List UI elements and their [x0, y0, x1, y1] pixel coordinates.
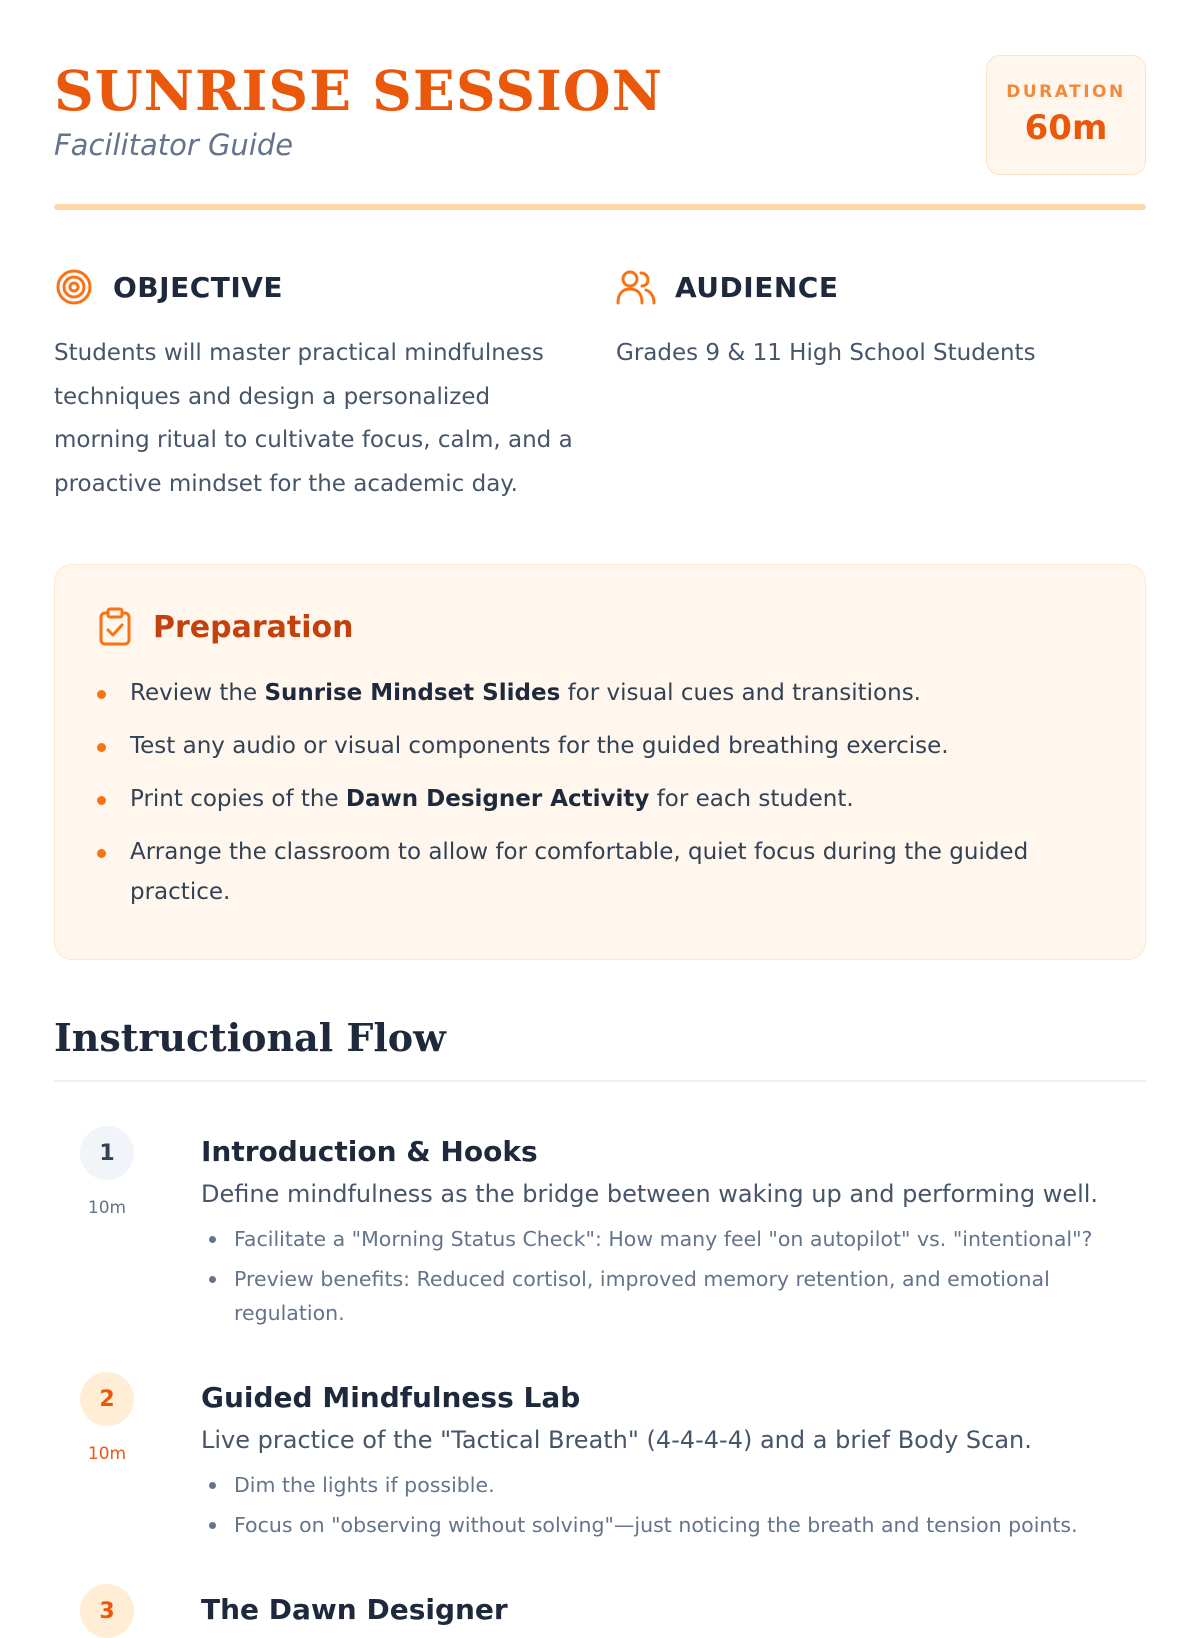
- bullet-icon: [209, 1482, 216, 1489]
- step-title: Guided Mindfulness Lab: [201, 1381, 581, 1414]
- objective-section: [54, 262, 574, 506]
- header-divider: [54, 204, 1146, 210]
- item-text: Print copies of the: [130, 786, 346, 812]
- preparation-list: [97, 673, 1107, 925]
- bullet-icon: [209, 1522, 216, 1529]
- audience-title: AUDIENCE: [675, 270, 839, 304]
- bullet-icon: [97, 796, 106, 805]
- header: [54, 55, 1146, 205]
- step-body: [201, 1584, 1141, 1630]
- item-text: for each student.: [649, 786, 854, 812]
- step-body: [201, 1126, 1141, 1336]
- step-point: [201, 1508, 1141, 1542]
- item-text: Review the: [130, 680, 265, 706]
- objective-title: OBJECTIVE: [113, 270, 284, 304]
- step-number-badge: 2: [80, 1372, 134, 1426]
- duration-badge: [986, 55, 1146, 175]
- step-points: [201, 1222, 1141, 1330]
- step-title: Introduction & Hooks: [201, 1135, 538, 1168]
- bullet-icon: [97, 743, 106, 752]
- preparation-item: [97, 673, 1107, 713]
- step-description: Live practice of the "Tactical Breath" (4-4-4-4) and a brief Body Scan.: [201, 1426, 1032, 1454]
- audience-text: Grades 9 & 11 High School Students: [616, 340, 1036, 366]
- objective-text: Students will master practical mindfulness techniques and design a personalized morning ritual to cultivate focus, calm, and a proactive mindset for the academic day.: [54, 340, 573, 497]
- duration-label: DURATION: [1006, 82, 1126, 102]
- step-time: 10m: [87, 1198, 127, 1218]
- item-text: Test any audio or visual components for the guided breathing exercise.: [130, 733, 949, 759]
- step-point-text: Preview benefits: Reduced cortisol, improved memory retention, and emotional regulation.: [234, 1267, 1050, 1325]
- section-divider: [54, 1080, 1146, 1082]
- item-text: Arrange the classroom to allow for comfortable, quiet focus during the guided practice.: [130, 839, 1029, 905]
- target-icon: [54, 267, 94, 307]
- step-title: The Dawn Designer: [201, 1593, 508, 1626]
- bullet-icon: [97, 849, 106, 858]
- step-time: 10m: [87, 1444, 127, 1464]
- step-point: [201, 1222, 1141, 1256]
- step-description: Define mindfulness as the bridge between waking up and performing well.: [201, 1180, 1099, 1208]
- step-point-text: Dim the lights if possible.: [234, 1473, 495, 1497]
- duration-value: 60m: [1024, 108, 1108, 148]
- bullet-icon: [209, 1236, 216, 1243]
- step-point-text: Facilitate a "Morning Status Check": How many feel "on autopilot" vs. "intentional"?: [234, 1227, 1093, 1251]
- preparation-title: Preparation: [153, 609, 354, 645]
- step-body: [201, 1372, 1141, 1548]
- preparation-header: [97, 607, 353, 647]
- item-text: for visual cues and transitions.: [560, 680, 921, 706]
- audience-header: [616, 262, 1146, 312]
- preparation-card: [54, 564, 1146, 960]
- users-icon: [616, 267, 656, 307]
- step-point-text: Focus on "observing without solving"—just noticing the breath and tension points.: [234, 1513, 1078, 1537]
- step-points: [201, 1468, 1141, 1542]
- step-point: [201, 1468, 1141, 1502]
- bullet-icon: [209, 1276, 216, 1283]
- preparation-item: [97, 779, 1107, 819]
- preparation-item: [97, 726, 1107, 766]
- section-title: Instructional Flow: [54, 1015, 446, 1060]
- objective-header: [54, 262, 574, 312]
- step-point: [201, 1262, 1141, 1330]
- clipboard-check-icon: [97, 607, 133, 647]
- page-title: SUNRISE SESSION: [54, 58, 663, 123]
- bullet-icon: [97, 690, 106, 699]
- page-subtitle: Facilitator Guide: [54, 128, 294, 162]
- item-bold-text: Sunrise Mindset Slides: [264, 680, 561, 706]
- audience-section: [616, 262, 1146, 376]
- preparation-item: [97, 832, 1107, 912]
- step-number-badge: 3: [80, 1584, 134, 1638]
- item-bold-text: Dawn Designer Activity: [345, 786, 650, 812]
- step-number-badge: 1: [80, 1126, 134, 1180]
